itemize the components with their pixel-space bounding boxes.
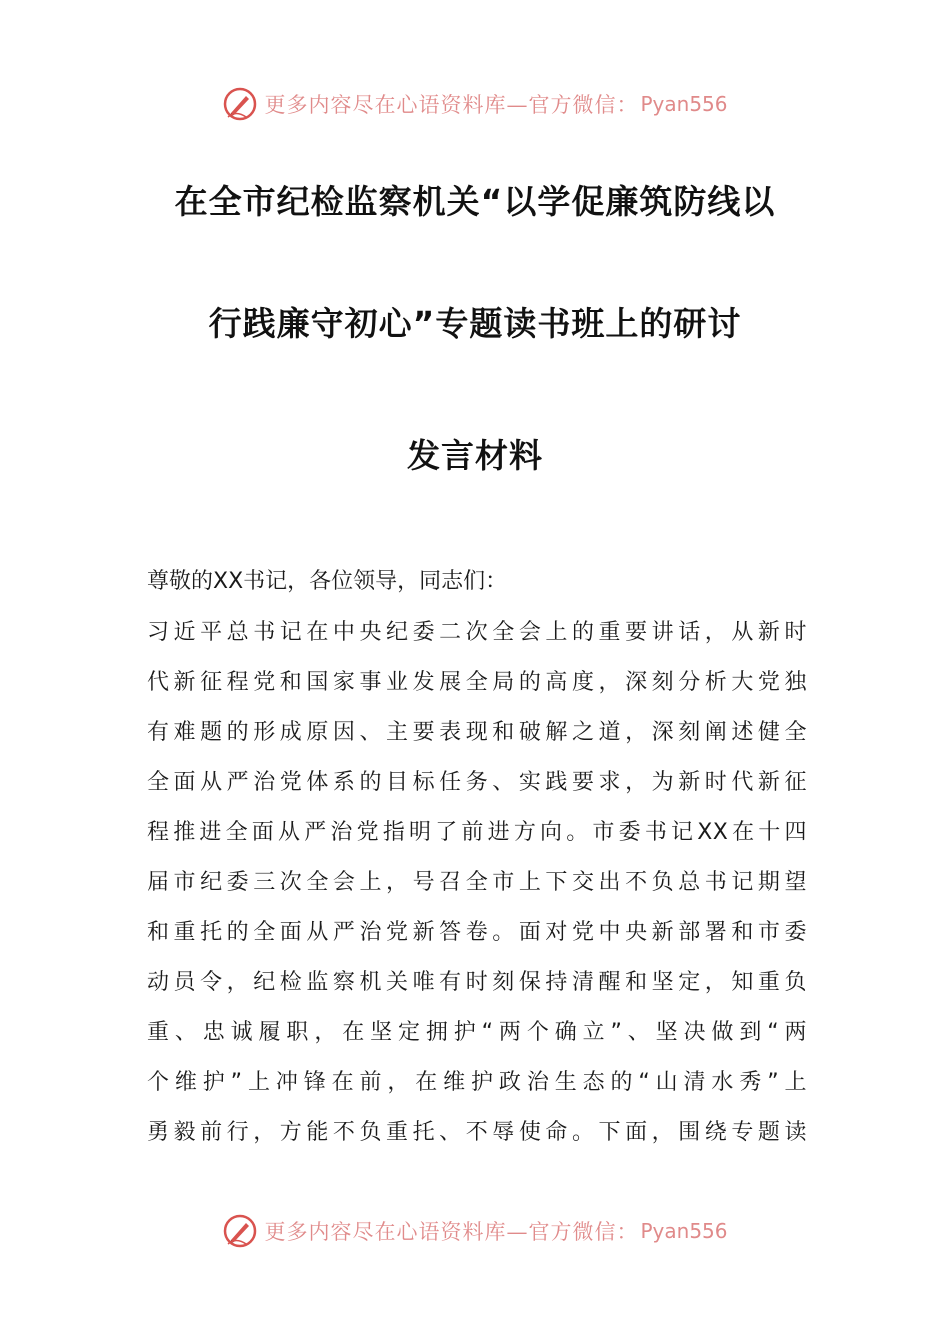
paragraph-line: 习近平总书记在中央纪委二次全会上的重要讲话，从新时 xyxy=(147,620,807,645)
paragraph-line: 动员令，纪检监察机关唯有时刻保持清醒和坚定，知重负 xyxy=(147,970,807,995)
paragraph-line: 程推进全面从严治党指明了前进方向。市委书记XX在十四 xyxy=(147,820,807,845)
document-title-line-2: 行践廉守初心”专题读书班上的研讨 xyxy=(208,304,742,343)
header-watermark xyxy=(0,84,950,124)
paragraph-line: 有难题的形成原因、主要表现和破解之道，深刻阐述健全 xyxy=(147,720,807,745)
watermark-wechat-id: Pyan556 xyxy=(640,92,728,116)
paragraph-line: 重、忠诚履职，在坚定拥护“两个确立”、坚决做到“两 xyxy=(147,1020,807,1045)
pen-logo-icon xyxy=(222,1213,258,1249)
paragraph-line: 个维护”上冲锋在前，在维护政治生态的“山清水秀”上 xyxy=(147,1070,807,1095)
paragraph-line: 和重托的全面从严治党新答卷。面对党中央新部署和市委 xyxy=(147,920,807,945)
document-title-line-3: 发言材料 xyxy=(407,436,543,475)
pen-logo-icon xyxy=(222,86,258,122)
watermark-text: 更多内容尽在心语资料库—官方微信： xyxy=(264,93,639,117)
paragraph-line: 届市纪委三次全会上，号召全市上下交出不负总书记期望 xyxy=(147,870,807,895)
paragraph-line: 代新征程党和国家事业发展全局的高度，深刻分析大党独 xyxy=(147,670,807,695)
footer-watermark xyxy=(0,1211,950,1251)
paragraph-line: 全面从严治党体系的目标任务、实践要求，为新时代新征 xyxy=(147,770,807,795)
salutation: 尊敬的XX书记，各位领导，同志们： xyxy=(147,569,508,594)
watermark-wechat-id: Pyan556 xyxy=(640,1219,728,1243)
watermark-text: 更多内容尽在心语资料库—官方微信： xyxy=(264,1220,639,1244)
document-title-line-1: 在全市纪检监察机关“以学促廉筑防线以 xyxy=(174,182,776,221)
paragraph-line: 勇毅前行，方能不负重托、不辱使命。下面，围绕专题读 xyxy=(147,1120,807,1145)
